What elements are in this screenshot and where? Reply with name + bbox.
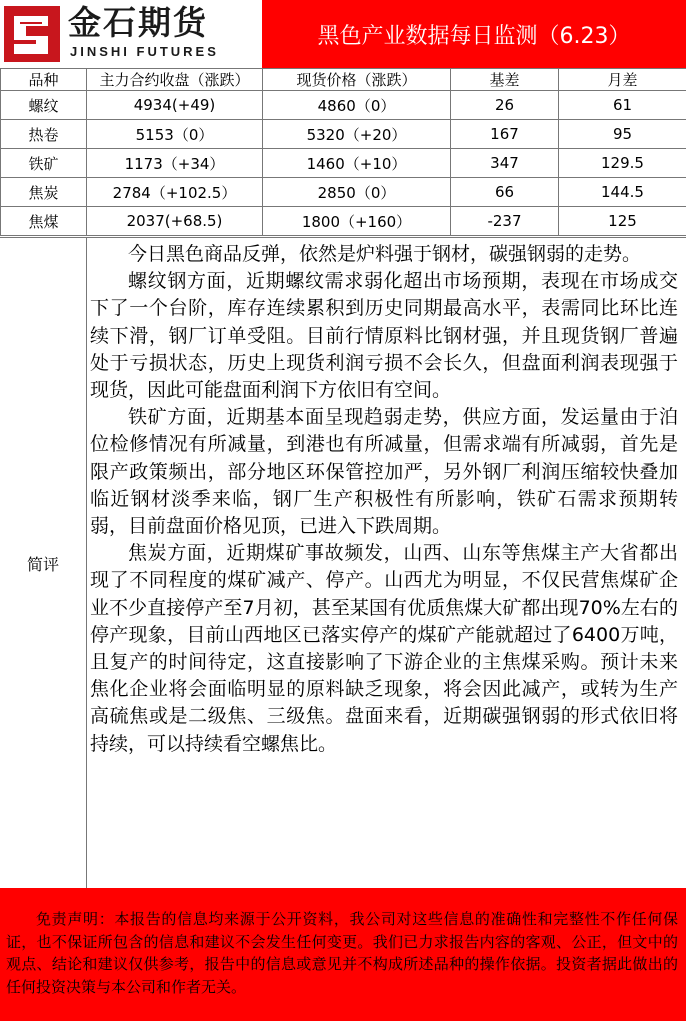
row-variety: 焦炭 [1, 178, 87, 207]
col-header-spot-price: 现货价格（涨跌） [263, 69, 451, 91]
disclaimer-box [0, 888, 686, 1021]
company-logo [0, 0, 262, 68]
table-row [1, 91, 686, 120]
table-row [1, 207, 686, 236]
disclaimer-text: 免责声明：本报告的信息均来源于公开资料，我公司对这些信息的准确性和完整性不作任何保证，也不保证所包含的信息和建议不会发生任何变更。我们已力求报告内容的客观、公正，但文中的观点、结论和建议仅供参考，报告中的信息或意见并不构成所述品种的操作依据。投资者据此做出的任何投资决策与本公司和作者无关。 [6, 910, 678, 996]
commentary-summary: 今日黑色商品反弹，依然是炉料强于钢材，碳强钢弱的走势。 [128, 243, 642, 265]
row-futures-close: 2037(+68.5) [87, 207, 263, 236]
row-variety: 焦煤 [1, 207, 87, 236]
col-header-futures-close: 主力合约收盘（涨跌） [87, 69, 263, 91]
table-row [1, 149, 686, 178]
table-header-row [1, 69, 686, 91]
commentary-body [90, 241, 678, 758]
col-header-variety: 品种 [1, 69, 87, 91]
price-table [0, 68, 686, 236]
row-futures-close: 2784（+102.5） [87, 178, 263, 207]
commentary-rebar: 螺纹钢方面，近期螺纹需求弱化超出市场预期，表现在市场成交下了一个台阶，库存连续累积到历史同期最高水平，表需同比环比连续下滑，钢厂订单受阻。目前行情原料比钢材强，并且现货钢厂普遍处于亏损状态，历史上现货利润亏损不会长久，但盘面利润表现强于现货，因此可能盘面利润下方依旧有空间。 [90, 270, 678, 402]
jinshi-logo-icon [4, 6, 60, 62]
table-row [1, 120, 686, 149]
table-row [1, 178, 686, 207]
brand-name-en: JINSHI FUTURES [70, 44, 219, 59]
report-title-banner [262, 0, 686, 68]
row-spot-price: 5320（+20） [263, 120, 451, 149]
row-month-spread: 125 [559, 207, 686, 236]
row-variety: 铁矿 [1, 149, 87, 178]
row-basis: 167 [451, 120, 559, 149]
row-futures-close: 4934(+49) [87, 91, 263, 120]
row-basis: -237 [451, 207, 559, 236]
row-month-spread: 129.5 [559, 149, 686, 178]
col-header-month-spread: 月差 [559, 69, 686, 91]
report-title: 黑色产业数据每日监测（6.23） [317, 23, 631, 49]
report-header [0, 0, 686, 68]
row-month-spread: 95 [559, 120, 686, 149]
row-basis: 26 [451, 91, 559, 120]
commentary-section [0, 237, 686, 889]
row-variety: 螺纹 [1, 91, 87, 120]
col-header-basis: 基差 [451, 69, 559, 91]
commentary-coke: 焦炭方面，近期煤矿事故频发，山西、山东等焦煤主产大省都出现了不同程度的煤矿减产、停产。山西尤为明显，不仅民营焦煤矿企业不少直接停产至7月初，甚至某国有优质焦煤大矿都出现70%左右的停产现象，目前山西地区已落实停产的煤矿产能就超过了6400万吨，且复产的时间待定，这直接影响了下游企业的主焦煤采购。预计未来焦化企业将会面临明显的原料缺乏现象，将会因此减产，或转为生产高硫焦或是二级焦、三级焦。盘面来看，近期碳强钢弱的形式依旧将持续，可以持续看空螺焦比。 [90, 542, 678, 755]
brand-name-cn: 金石期货 [68, 3, 208, 42]
row-variety: 热卷 [1, 120, 87, 149]
commentary-iron-ore: 铁矿方面，近期基本面呈现趋弱走势，供应方面，发运量由于泊位检修情况有所减量，到港也有所减量，但需求端有所减弱，首先是限产政策频出，部分地区环保管控加严，另外钢厂利润压缩较快叠加临近钢材淡季来临，钢厂生产积极性有所影响，铁矿石需求预期转弱，目前盘面价格见顶，已进入下跌周期。 [90, 406, 678, 538]
row-basis: 347 [451, 149, 559, 178]
row-month-spread: 144.5 [559, 178, 686, 207]
row-spot-price: 1800（+160） [263, 207, 451, 236]
row-futures-close: 5153（0） [87, 120, 263, 149]
row-spot-price: 4860（0） [263, 91, 451, 120]
row-month-spread: 61 [559, 91, 686, 120]
row-basis: 66 [451, 178, 559, 207]
row-spot-price: 2850（0） [263, 178, 451, 207]
commentary-label: 简评 [0, 238, 87, 889]
row-futures-close: 1173（+34） [87, 149, 263, 178]
row-spot-price: 1460（+10） [263, 149, 451, 178]
